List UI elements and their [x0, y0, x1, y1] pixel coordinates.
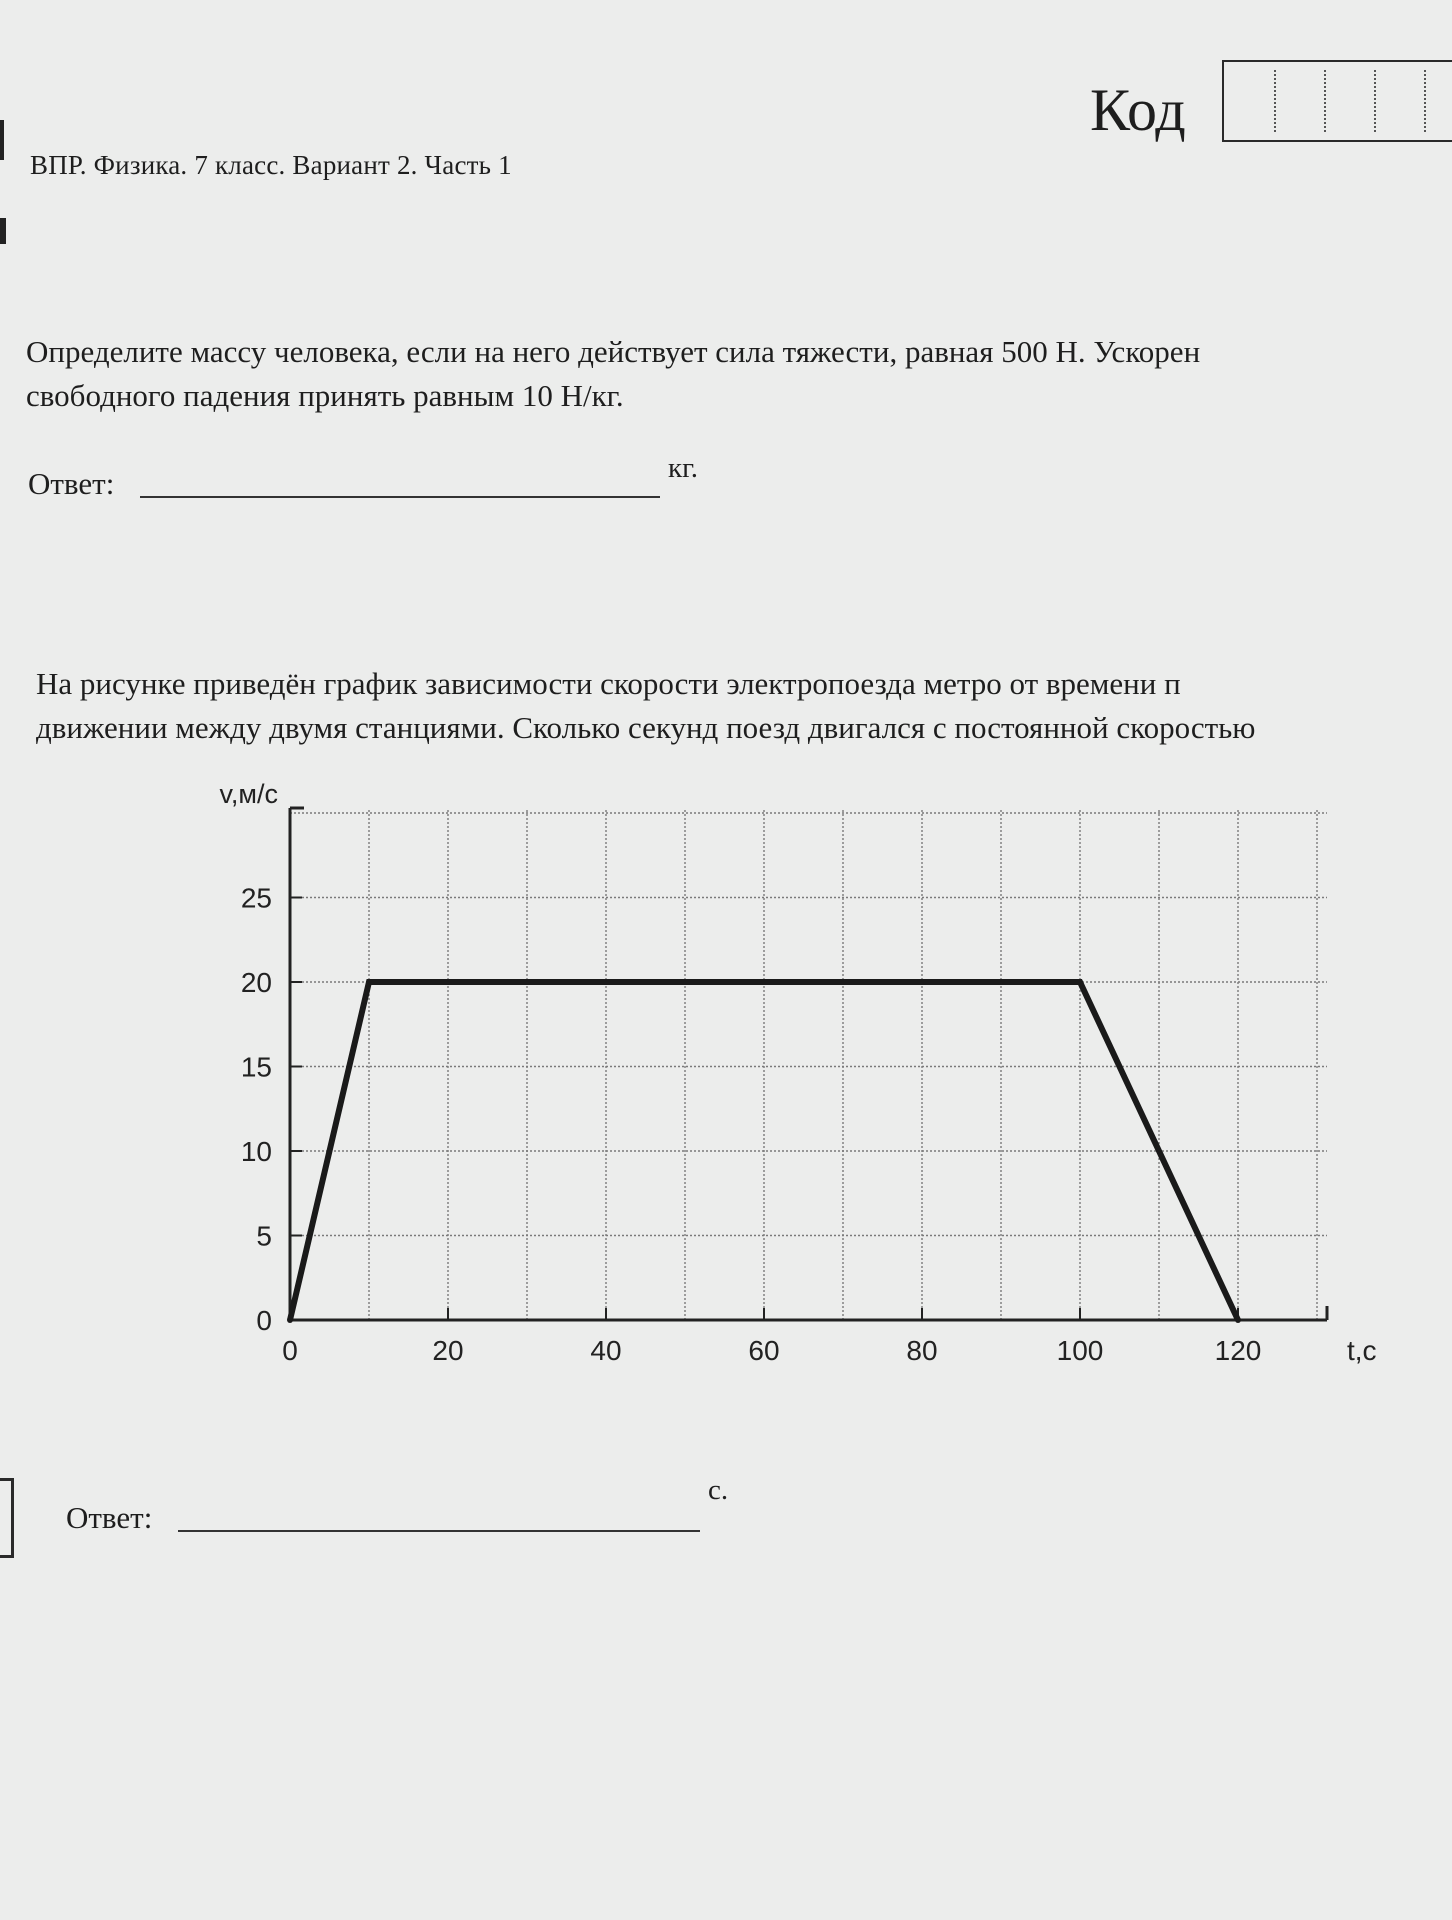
answer-2-field[interactable] [178, 1530, 700, 1532]
x-tick-label: 20 [432, 1335, 464, 1366]
answer-1-field[interactable] [140, 496, 660, 498]
chart-ticks [241, 883, 1262, 1367]
chart-grid [290, 808, 1327, 1320]
question-1-line-1: Определите массу человека, если на него действует сила тяжести, равная 500 Н. Ускорен [26, 334, 1201, 369]
velocity-time-chart [170, 770, 1377, 1390]
page-header-title: ВПР. Физика. 7 класс. Вариант 2. Часть 1 [30, 150, 512, 180]
y-tick-label: 5 [256, 1220, 272, 1252]
velocity-series-point [366, 979, 372, 985]
y-tick-label: 0 [256, 1305, 272, 1336]
question-1-line-2: свободного падения принять равным 10 Н/кг. [26, 378, 624, 413]
velocity-series-point [287, 1317, 293, 1323]
x-tick-label: 120 [1214, 1335, 1262, 1366]
y-tick-label: 20 [240, 967, 272, 998]
question-2-text [36, 662, 1255, 750]
code-cell-divider [1374, 70, 1376, 132]
answer-1-unit: кг. [668, 452, 698, 484]
chart-axes [290, 808, 1327, 1320]
velocity-series-point [1077, 979, 1083, 985]
y-tick-label: 25 [240, 882, 272, 914]
code-cell-divider [1274, 70, 1276, 132]
x-tick-label: 100 [1056, 1335, 1104, 1366]
code-cell-divider [1424, 70, 1426, 132]
x-tick-label: 0 [282, 1335, 298, 1366]
code-label: Код [1090, 77, 1186, 143]
answer-2-label: Ответ: [66, 1500, 153, 1535]
x-tick-label: 80 [906, 1335, 938, 1366]
answer-2-unit: с. [708, 1474, 729, 1506]
y-axis-label: v,м/с [219, 779, 278, 809]
velocity-series-point [1235, 1317, 1241, 1323]
x-tick-label: 60 [748, 1335, 780, 1366]
question-1-text [26, 330, 1200, 418]
x-tick-label: 40 [590, 1335, 622, 1366]
x-axis-label: t,с [1347, 1335, 1377, 1366]
answer-box-bracket [0, 1478, 14, 1558]
question-2-line-1: На рисунке приведён график зависимости скорости электропоезда метро от времени п [36, 666, 1181, 701]
y-tick-label: 15 [240, 1051, 272, 1083]
y-tick-label: 10 [240, 1136, 272, 1167]
question-2-line-2: движении между двумя станциями. Сколько секунд поезд двигался с постоянной скоростью [36, 710, 1256, 745]
margin-mark [0, 218, 6, 244]
answer-1-label: Ответ: [28, 466, 115, 501]
code-cell-divider [1324, 70, 1326, 132]
code-input-box[interactable] [1222, 60, 1452, 142]
margin-mark [0, 120, 4, 160]
